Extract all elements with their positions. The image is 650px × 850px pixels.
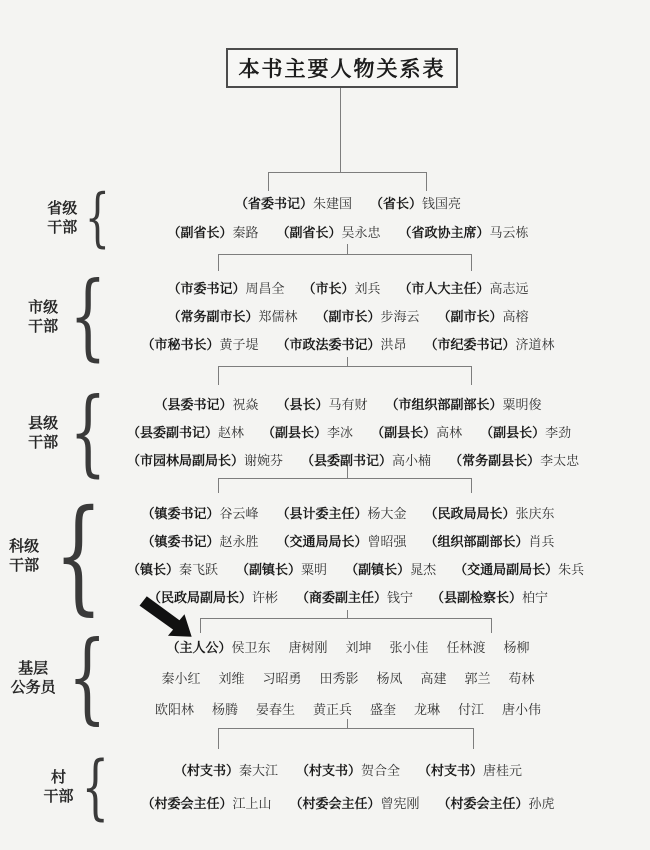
person-name: 高志远 — [489, 281, 529, 296]
person-role: （市政法委书记） — [276, 337, 381, 352]
person-entry — [399, 218, 529, 247]
person-entry — [509, 663, 535, 694]
person-entry — [288, 632, 327, 663]
person-name: 钱宁 — [387, 590, 414, 605]
person-role: （商委副主任） — [295, 590, 387, 605]
person-name: 秦大江 — [238, 763, 278, 778]
person-entry — [276, 391, 367, 419]
person-name: 赵林 — [218, 425, 245, 440]
person-name: 周昌全 — [245, 281, 285, 296]
level-label — [11, 659, 56, 697]
person-entry — [296, 754, 400, 787]
person-name: 李劲 — [545, 425, 572, 440]
person-role: （村支书） — [295, 763, 361, 778]
person-entry — [454, 556, 584, 584]
person-entry — [127, 419, 244, 447]
level-label-line: 科级 — [9, 538, 40, 555]
level-grassroots-civil-servants — [0, 621, 650, 735]
person-entry — [276, 218, 380, 247]
person-entry — [480, 419, 571, 447]
person-name: 洪昂 — [380, 337, 407, 352]
person-name: 晏春生 — [255, 701, 295, 717]
person-name: 付江 — [458, 701, 485, 717]
person-name: 谢婉芬 — [244, 453, 284, 468]
person-name: 秦路 — [232, 225, 259, 240]
person-name: 许彬 — [251, 590, 278, 605]
person-name: 曾宪刚 — [380, 796, 420, 811]
person-row — [118, 787, 578, 820]
person-role: （县委书记） — [154, 397, 233, 412]
person-role: （市委书记） — [167, 281, 246, 296]
person-name: 唐小伟 — [502, 701, 542, 717]
person-role: （副省长） — [276, 225, 342, 240]
person-role: （交通局副局长） — [454, 562, 559, 577]
person-name: 张小佳 — [389, 639, 429, 655]
person-name: 黄正兵 — [312, 701, 352, 717]
connector-bracket — [218, 728, 474, 749]
person-entry — [296, 584, 413, 612]
person-role: （交通局局长） — [276, 534, 368, 549]
person-name: 江上山 — [232, 796, 272, 811]
person-role: （副镇长） — [236, 562, 302, 577]
person-name: 李太忠 — [540, 453, 580, 468]
person-name: 曾昭强 — [367, 534, 407, 549]
level-rows — [118, 629, 578, 727]
brace-icon: { — [85, 181, 111, 255]
person-name: 肖兵 — [528, 534, 555, 549]
person-role: （常务副市长） — [167, 309, 259, 324]
person-role: （市人大主任） — [398, 281, 490, 296]
person-role: （副市长） — [315, 309, 381, 324]
level-county-cadres — [0, 378, 650, 487]
person-entry — [345, 556, 436, 584]
level-label-line: 干部 — [28, 434, 59, 451]
person-entry — [345, 632, 371, 663]
level-label-line: 干部 — [43, 788, 74, 805]
person-role: （副省长） — [167, 225, 233, 240]
person-entry — [167, 275, 284, 303]
person-entry — [504, 632, 530, 663]
person-name: 晁杰 — [410, 562, 437, 577]
person-row — [118, 500, 578, 528]
person-row — [118, 754, 578, 787]
person-entry — [302, 275, 380, 303]
person-entry — [370, 189, 461, 218]
person-name: 粟明俊 — [502, 397, 542, 412]
person-role: （市长） — [302, 281, 355, 296]
person-name: 谷云峰 — [219, 506, 259, 521]
brace-icon: { — [67, 621, 107, 735]
person-entry — [218, 663, 244, 694]
person-entry — [262, 663, 301, 694]
person-entry — [256, 694, 295, 725]
person-name: 高小楠 — [392, 453, 432, 468]
level-rows — [118, 186, 578, 250]
person-entry — [370, 694, 396, 725]
person-row — [118, 275, 578, 303]
person-entry — [236, 556, 327, 584]
chart-title: 本书主要人物关系表 — [226, 48, 458, 88]
connector-bracket — [218, 254, 472, 271]
person-row — [118, 632, 578, 663]
person-name: 粟明 — [301, 562, 328, 577]
person-row — [118, 419, 578, 447]
person-entry — [141, 500, 258, 528]
person-name: 唐树刚 — [288, 639, 328, 655]
level-label — [9, 537, 39, 575]
person-row — [118, 584, 578, 612]
level-section-cadres — [0, 484, 650, 628]
person-entry — [141, 787, 271, 820]
person-role: （副镇长） — [345, 562, 411, 577]
person-role: （县长） — [276, 397, 329, 412]
person-name: 贺合全 — [361, 763, 401, 778]
person-entry — [301, 447, 431, 475]
person-entry — [141, 528, 258, 556]
person-name: 柏宁 — [522, 590, 549, 605]
person-name: 苟林 — [508, 670, 535, 686]
person-name: 济道林 — [515, 337, 555, 352]
person-entry — [438, 303, 529, 331]
person-name: 吴永忠 — [341, 225, 381, 240]
connector-bracket — [218, 478, 472, 493]
person-entry — [315, 303, 419, 331]
person-entry — [425, 331, 555, 359]
person-name: 黄子堤 — [219, 337, 259, 352]
person-name: 孙虎 — [528, 796, 555, 811]
level-label-line: 省级 — [47, 200, 78, 217]
person-name: 杨大金 — [367, 506, 407, 521]
person-name: 高榕 — [502, 309, 529, 324]
person-role: （市园林局副局长） — [127, 453, 245, 468]
person-entry — [276, 528, 406, 556]
person-role: （村委会主任） — [437, 796, 529, 811]
person-role: （民政局局长） — [424, 506, 516, 521]
brace-icon: { — [81, 746, 110, 828]
person-entry — [276, 331, 406, 359]
person-entry — [161, 663, 200, 694]
person-name: 祝焱 — [232, 397, 259, 412]
person-role: （副县长） — [262, 425, 328, 440]
person-name: 高建 — [420, 670, 447, 686]
person-name: 任林渡 — [446, 639, 486, 655]
person-row — [118, 663, 578, 694]
person-entry — [313, 694, 352, 725]
person-entry — [141, 331, 258, 359]
connector-bracket — [218, 366, 472, 385]
person-name: 杨腾 — [211, 701, 238, 717]
person-name: 龙琳 — [414, 701, 441, 717]
person-name: 郑儒林 — [258, 309, 298, 324]
level-label-line: 市级 — [28, 299, 59, 316]
person-entry — [174, 754, 278, 787]
person-entry — [319, 663, 358, 694]
person-name: 秦小红 — [161, 670, 201, 686]
person-name: 刘维 — [218, 670, 245, 686]
person-name: 郭兰 — [464, 670, 491, 686]
person-role: （村委会主任） — [289, 796, 381, 811]
person-name: 秦飞跃 — [179, 562, 219, 577]
person-entry — [425, 528, 555, 556]
person-entry — [127, 556, 218, 584]
level-label-line: 县级 — [28, 415, 59, 432]
person-role: （县副检察长） — [431, 590, 523, 605]
person-entry — [438, 787, 555, 820]
person-name: 刘兵 — [354, 281, 381, 296]
level-municipal-cadres — [0, 262, 650, 371]
person-entry — [386, 391, 542, 419]
level-rows — [118, 494, 585, 618]
person-entry — [425, 500, 555, 528]
person-name: 朱兵 — [558, 562, 585, 577]
person-role: （县委副书记） — [127, 425, 219, 440]
level-rows — [118, 386, 578, 480]
person-entry — [127, 447, 283, 475]
person-entry — [166, 632, 270, 663]
person-role: （市纪委书记） — [424, 337, 516, 352]
level-label-line: 干部 — [28, 318, 59, 335]
person-row — [118, 694, 578, 725]
person-name: 张庆东 — [515, 506, 555, 521]
person-row — [118, 303, 578, 331]
person-row — [118, 391, 578, 419]
person-entry — [502, 694, 541, 725]
person-entry — [276, 500, 406, 528]
brace-icon: { — [54, 484, 104, 628]
person-entry — [167, 218, 258, 247]
connector-stem — [340, 88, 341, 172]
person-name: 杨柳 — [503, 639, 530, 655]
person-role: （县计委主任） — [276, 506, 368, 521]
person-entry — [458, 694, 484, 725]
person-name: 盛奎 — [370, 701, 397, 717]
person-name: 习昭勇 — [262, 670, 302, 686]
person-entry — [371, 419, 462, 447]
person-entry — [155, 694, 194, 725]
level-label — [43, 768, 73, 806]
person-entry — [212, 694, 238, 725]
person-role: （省委书记） — [234, 196, 313, 211]
person-entry — [148, 584, 278, 612]
person-role: （镇长） — [127, 562, 180, 577]
person-role: （常务副县长） — [449, 453, 541, 468]
level-label — [28, 298, 58, 336]
person-row — [118, 218, 578, 247]
brace-icon: { — [69, 262, 107, 371]
person-role: （副市长） — [437, 309, 503, 324]
person-entry — [449, 447, 579, 475]
person-row — [118, 331, 578, 359]
person-role: （民政局副局长） — [147, 590, 252, 605]
person-role: （副县长） — [480, 425, 546, 440]
person-name: 马云栋 — [489, 225, 529, 240]
level-provincial-cadres — [0, 181, 650, 255]
person-role: （村委会主任） — [141, 796, 233, 811]
person-role: （镇委书记） — [141, 534, 220, 549]
person-name: 欧阳林 — [154, 701, 194, 717]
person-entry — [447, 632, 486, 663]
person-entry — [431, 584, 548, 612]
person-row — [118, 556, 585, 584]
person-name: 钱国亮 — [422, 196, 462, 211]
person-row — [118, 528, 578, 556]
person-name: 李冰 — [327, 425, 354, 440]
brace-icon: { — [69, 378, 107, 487]
person-name: 侯卫东 — [231, 639, 271, 655]
person-entry — [377, 663, 403, 694]
person-name: 赵永胜 — [219, 534, 259, 549]
level-label — [47, 199, 77, 237]
person-entry — [390, 632, 429, 663]
person-row — [118, 447, 578, 475]
person-role: （村支书） — [173, 763, 239, 778]
person-role: （村支书） — [418, 763, 484, 778]
level-label-line: 村 — [50, 769, 66, 786]
person-entry — [154, 391, 258, 419]
level-rows — [118, 270, 578, 364]
person-role: （市秘书长） — [141, 337, 220, 352]
person-entry — [289, 787, 419, 820]
level-label — [28, 414, 58, 452]
level-label-line: 基层 — [18, 660, 49, 677]
person-row — [118, 189, 578, 218]
person-role: （组织部副部长） — [424, 534, 529, 549]
person-role: （县委副书记） — [301, 453, 393, 468]
person-entry — [235, 189, 352, 218]
person-name: 刘坤 — [345, 639, 372, 655]
person-role: （省政协主席） — [398, 225, 490, 240]
person-role: （副县长） — [371, 425, 437, 440]
person-entry — [167, 303, 297, 331]
person-entry — [418, 754, 522, 787]
person-name: 步海云 — [380, 309, 420, 324]
person-entry — [414, 694, 440, 725]
person-name: 马有财 — [328, 397, 368, 412]
level-rows — [118, 752, 578, 822]
person-name: 朱建国 — [312, 196, 352, 211]
level-label-line: 干部 — [47, 219, 78, 236]
level-village-cadres — [0, 746, 650, 828]
person-entry — [421, 663, 447, 694]
person-name: 唐桂元 — [483, 763, 523, 778]
person-name: 杨凤 — [376, 670, 403, 686]
level-label-line: 公务员 — [10, 679, 56, 696]
person-role: （镇委书记） — [141, 506, 220, 521]
person-entry — [262, 419, 353, 447]
person-role: （省长） — [370, 196, 423, 211]
person-entry — [465, 663, 491, 694]
person-name: 高林 — [436, 425, 463, 440]
person-name: 田秀影 — [319, 670, 359, 686]
person-entry — [399, 275, 529, 303]
level-label-line: 干部 — [9, 557, 40, 574]
person-role: （市组织部副部长） — [385, 397, 503, 412]
person-role: （主人公） — [166, 639, 232, 655]
